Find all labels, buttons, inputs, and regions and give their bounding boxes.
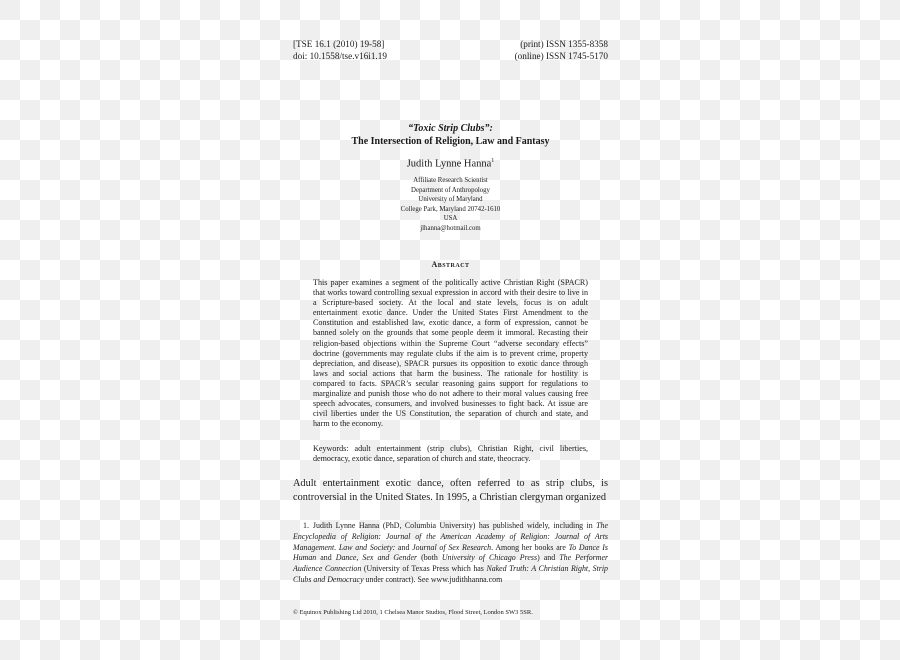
footnote-text: Judith Lynne Hanna (PhD, Columbia University) has published widely, including in [312, 521, 597, 530]
footnote-text: . Among her books are [491, 542, 569, 552]
footnote-mark: 1 [491, 158, 495, 164]
doi: doi: 10.1558/tse.v16i1.19 [293, 51, 387, 61]
footnote-number: 1. [303, 521, 309, 530]
journal-header [293, 38, 608, 64]
footnote-italic: The Encyclopedia of Religion: Journal of the American Academy of Religion: Journal of Arts Management. Law and Society: [293, 521, 608, 552]
affiliation-country: USA [443, 215, 458, 223]
footnote-text: ) and [537, 553, 560, 563]
author-name-text: Judith Lynne Hanna [406, 158, 492, 170]
affiliation-address: College Park, Maryland 20742-1610 [400, 205, 501, 213]
footnote-italic: Naked Truth: A Christian Right, Strip Clubs and Democracy [293, 564, 608, 584]
title-line-2: The Intersection of Religion, Law and Fantasy [351, 136, 550, 147]
body-paragraph: Adult entertainment exotic dance, often referred to as strip clubs, is controversial in the United States. In 1995, a Christian clergyman organized [293, 478, 608, 503]
keywords: Keywords: adult entertainment (strip clubs), Christian Right, civil liberties, democracy, exotic dance, separation of church and state, theocracy. [313, 444, 588, 464]
footnote-italic: Dance, Sex and Gender [335, 553, 418, 563]
footnote [293, 521, 608, 586]
footnote-text: (both [417, 553, 442, 563]
footnote-text: and [316, 553, 336, 563]
abstract-heading: Abstract [431, 260, 470, 269]
footnote-text: and [395, 542, 413, 552]
citation: [TSE 16.1 (2010) 19-58] [293, 39, 385, 49]
paper-title [293, 122, 608, 148]
footnote-text: under contract). See www.judithhanna.com [363, 574, 503, 584]
footnote-italic: The Performer Audience Connection [293, 553, 609, 574]
author-name [293, 158, 608, 170]
affiliation-university: University of Maryland [418, 196, 483, 204]
title-line-1: “Toxic Strip Clubs”: [408, 123, 493, 134]
affiliation-email: jlhanna@hotmail.com [420, 224, 481, 232]
footnote-italic: To Dance Is Human [293, 542, 608, 563]
abstract-text: This paper examines a segment of the politically active Christian Right (SPACR) that works toward controlling sexual expression in accord with their desire to live in a Scripture-based society. At the local and state levels, focus is on adult entertainment exotic dance. Under the United States First Amendment to the Constitution and established law, exotic dance, a form of expression, cannot be banned solely on the grounds that some people deem it immoral. Recasting their religion-based objections within the Supreme Court “adverse secondary effects” doctrine (governments may regulate clubs if the aim is to prevent crime, property depreciation, and disease), SPACR pursues its opposition to exotic dance through laws and social actions that harm the business. The rationale for hostility is compared to facts. SPACR’s secular reasoning gains support for regulations to marginalize and punish those who do not adhere to their moral values causing free speech advocates, consumers, and involved businesses to fight back. At issue are civil liberties under the US Constitution, the separation of church and state, and harm to the economy. [313, 278, 588, 429]
footnote-italic: University of Chicago Press [441, 553, 538, 563]
footnote-text: (University of Texas Press which has [361, 564, 487, 574]
affiliation-department: Department of Anthropology [411, 186, 490, 194]
affiliation-title: Affiliate Research Scientist [413, 177, 488, 184]
paper-page [293, 38, 609, 616]
copyright-notice: © Equinox Publishing Ltd 2010, 1 Chelsea Manor Studios, Flood Street, London SW3 5SR. [293, 609, 533, 616]
footnote-italic: Journal of Sex Research [412, 542, 492, 552]
print-issn: (print) ISSN 1355-8358 [520, 39, 608, 49]
online-issn: (online) ISSN 1745-5170 [514, 51, 608, 61]
author-affiliation [293, 176, 608, 234]
